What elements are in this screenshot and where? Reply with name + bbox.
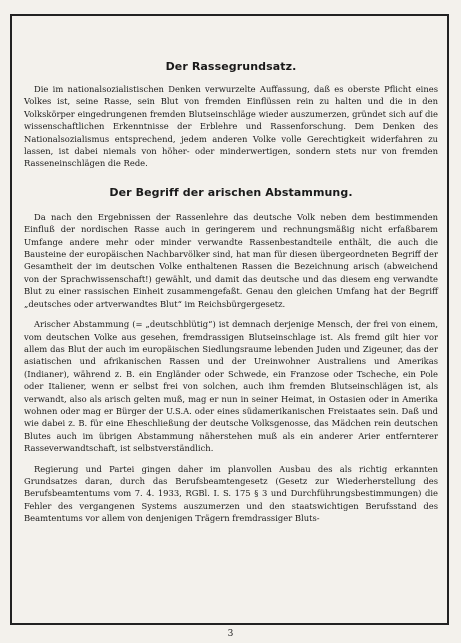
paragraph: Die im nationalsozialistischen Denken verwurzelte Auffassung, daß es oberste Pflicht eines Volkes ist, seine Rasse, sein Blut von fremden Einflüssen rein zu halten und die in den Volkskörper eingedrungenen fremden Blutseinschläge wieder auszumerzen, gründet sich auf die wissenschaftlichen Erkenntnisse der Erblehre und Rassenforschung. Dem Denken des Nationalsozialismus entsprechend, jedem anderen Volke volle Gerechtigkeit widerfahren zu lassen, ist dabei niemals von höher- oder minderwertigen, sondern stets nur von fremden Rasseneinschlägen die Rede. xyxy=(24,84,438,169)
section-heading-arische-abstammung: Der Begriff der arischen Abstammung. xyxy=(109,185,353,199)
page-number: 3 xyxy=(227,629,234,639)
paragraph: Da nach den Ergebnissen der Rassenlehre das deutsche Volk neben dem bestimmenden Einfluß der nordischen Rasse auch in geringerem und rechnungsmäßig nicht erfaßbarem Umfange andere mehr oder minder verwandte Rassenbestandteile enthält, die auch die Bausteine der europäischen Nachbarvölker sind, hat man für diesen übergeordneten Begriff der Gesamtheit der im deutschen Volke enthaltenen Rassen die Bezeichnung arisch (abweichend von der Sprachwissenschaft!) gewählt, und damit das deutsche und das diesem eng verwandte Blut zu einer rassischen Einheit zusammengefaßt. Genau den gleichen Umfang hat der Begriff „deutsches oder artverwandtes Blut“ im Reichsbürgergesetz. xyxy=(24,211,438,309)
paragraph: Arischer Abstammung (= „deutschblütig“) ist demnach derjenige Mensch, der frei von einem, vom deutschen Volke aus gesehen, fremdrassigen Blutseinschlage ist. Als fremd gilt hier vor allem das Blut der auch im europäischen Siedlungsraume lebenden Juden und Zigeuner, das der asiatischen und afrikanischen Rassen und der Ureinwohner Australiens und Amerikas (Indianer), während z. B. ein Engländer oder Schwede, ein Franzose oder Tscheche, ein Pole oder Italiener, wenn er selbst frei von solchen, auch ihm fremden Blutseinschlägen ist, als verwandt, also als arisch gelten muß, mag er nun in seiner Heimat, in Ostasien oder in Amerika wohnen oder mag er Bürger der U.S.A. oder eines südamerikanischen Freistaates sein. Daß und wie dabei z. B. für eine Eheschließung der deutsche Volksgenosse, das Mädchen rein deutschen Blutes auch im übrigen Abstammung näherstehen muß als ein anderer Arier entfernterer Rasseverwandtschaft, ist selbstverständlich. xyxy=(24,319,438,454)
document-body xyxy=(24,60,438,533)
paragraph: Regierung und Partei gingen daher im planvollen Ausbau des als richtig erkannten Grundsatzes daran, durch das Berufsbeamtengesetz (Gesetz zur Wiederherstellung des Berufsbeamtentums vom 7. 4. 1933, RGBl. I. S. 175 § 3 und Durchführungsbestimmungen) die Fehler des vergangenen Systems auszumerzen und den staatswichtigen Berufsstand des Beamtentums vor allem von denjenigen Trägern fremdrassiger Bluts- xyxy=(24,463,438,524)
section-heading-rassegrundsatz: Der Rassegrundsatz. xyxy=(165,60,297,73)
